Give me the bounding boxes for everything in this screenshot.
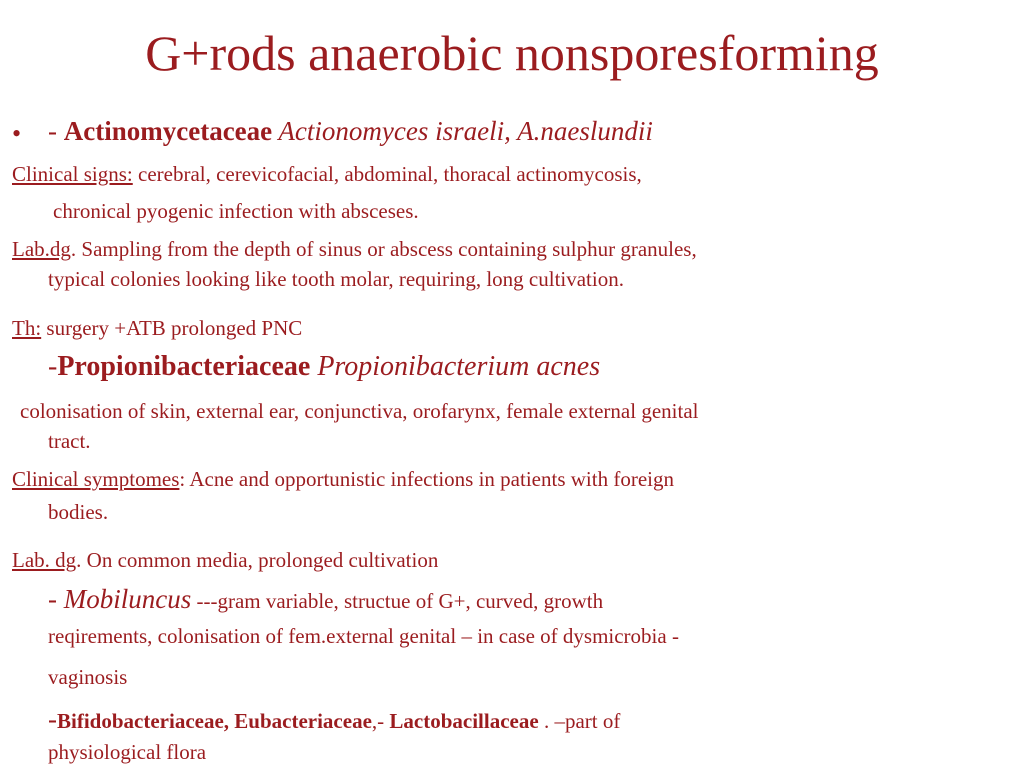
colonisation-line: colonisation of skin, external ear, conjunctiva, orofarynx, female external genital — [20, 399, 699, 423]
clinical-signs-line — [12, 164, 642, 185]
dash: - — [48, 351, 58, 382]
bullet-icon: • — [12, 119, 22, 148]
clinical-symptomes-label: Clinical symptomes — [12, 467, 180, 491]
clinical-symptomes-line-2: bodies. — [48, 500, 109, 524]
other-families-line — [48, 706, 620, 733]
species-name: Propionibacterium acnes — [310, 351, 601, 382]
separator: ,- — [371, 709, 390, 733]
actinomycetaceae-line — [48, 118, 653, 145]
labdg-line — [12, 239, 697, 260]
slide-title: G+rods anaerobic nonsporesforming — [145, 25, 879, 81]
part-of-text: . –part of — [538, 709, 621, 733]
mobiluncus-text: ---gram variable, structue of G+, curved, growth — [191, 589, 604, 613]
mobiluncus-line-3: vaginosis — [48, 665, 128, 689]
family-name: Propionibacteriaceae — [57, 351, 311, 382]
dash: - — [48, 116, 64, 146]
clinical-signs-label: Clinical signs: — [12, 162, 133, 186]
families-name: Bifidobacteriaceae, Eubacteriaceae — [57, 709, 372, 733]
clinical-signs-line-2: chronical pyogenic infection with absceses. — [53, 199, 419, 223]
labdg2-line — [12, 550, 438, 571]
family-name: Actinomycetaceae — [63, 116, 273, 146]
therapy-label: Th: — [12, 316, 42, 340]
labdg2-text: . On common media, prolonged cultivation — [76, 548, 439, 572]
mobiluncus-line-2: reqirements, colonisation of fem.external genital – in case of dysmicrobia - — [48, 624, 679, 648]
species-name: Actionomyces israeli, A.naeslundii — [272, 116, 653, 146]
mobiluncus-name: - Mobiluncus — [48, 584, 192, 614]
colonisation-line-2: tract. — [48, 429, 91, 453]
propionibacteriaceae-line — [48, 353, 600, 381]
clinical-symptomes-line — [12, 469, 674, 490]
labdg-text: . Sampling from the depth of sinus or abscess containing sulphur granules, — [70, 237, 697, 261]
labdg-line-2: typical colonies looking like tooth molar, requiring, long cultivation. — [48, 267, 624, 291]
lactobacillaceae-name: Lactobacillaceae — [389, 709, 539, 733]
dash: - — [48, 704, 57, 734]
clinical-symptomes-text: : Acne and opportunistic infections in patients with foreign — [179, 467, 674, 491]
labdg-label: Lab.dg — [12, 237, 71, 261]
labdg2-label: Lab. dg — [12, 548, 77, 572]
therapy-line — [12, 318, 302, 339]
clinical-signs-text: cerebral, cerevicofacial, abdominal, thoracal actinomycosis, — [132, 162, 642, 186]
mobiluncus-line — [48, 586, 603, 613]
other-families-line-2: physiological flora — [48, 740, 207, 764]
therapy-text: surgery +ATB prolonged PNC — [41, 316, 303, 340]
